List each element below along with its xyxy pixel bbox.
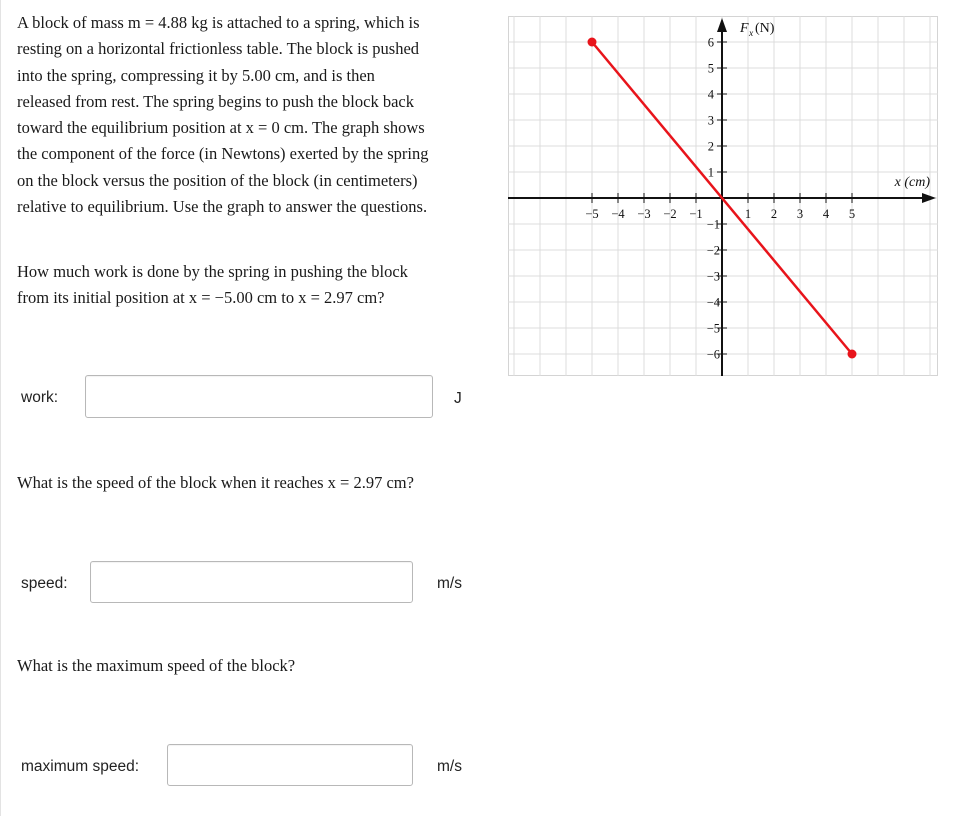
- max-speed-unit: m/s: [437, 758, 462, 775]
- endpoint-dot: [588, 38, 597, 47]
- intro-line: toward the equilibrium position at x = 0 cm. The graph shows: [17, 118, 425, 138]
- intro-line: A block of mass m = 4.88 kg is attached to a spring, which is: [17, 13, 420, 32]
- intro-line: relative to equilibrium. Use the graph to answer the questions.: [17, 197, 428, 217]
- y-axis-label-unit: (N): [755, 21, 775, 36]
- x-tick-label: −1: [689, 207, 703, 221]
- y-tick-label: −3: [706, 269, 720, 284]
- y-tick-label: −1: [706, 217, 720, 232]
- problem-statement: [17, 10, 487, 220]
- x-tick-label: −5: [585, 207, 599, 221]
- work-label: work:: [21, 389, 59, 406]
- intro-line: into the spring, compressing it by 5.00 cm, and is then: [17, 65, 375, 85]
- x-tick-label: 3: [796, 207, 804, 221]
- speed-input[interactable]: [90, 561, 413, 603]
- y-axis-label-subscript: x: [749, 29, 754, 39]
- y-tick-label: −6: [706, 347, 720, 362]
- y-tick-label: 6: [707, 35, 714, 50]
- y-tick-label: −5: [706, 321, 720, 336]
- intro-line: released from rest. The spring begins to push the block back: [17, 91, 414, 111]
- max-speed-input[interactable]: [167, 744, 413, 786]
- y-tick-label: 4: [707, 87, 714, 102]
- max-speed-label: maximum speed:: [21, 758, 140, 775]
- speed-question-line: What is the speed of the block when it reaches x = 2.97 cm?: [17, 473, 414, 492]
- intro-line: resting on a horizontal frictionless table. The block is pushed: [17, 39, 420, 59]
- y-axis-label: F: [740, 21, 749, 36]
- endpoint-dot: [848, 350, 857, 359]
- left-border: [0, 0, 1, 816]
- force-position-graph: [508, 16, 938, 376]
- max-speed-question-line: What is the maximum speed of the block?: [17, 656, 296, 675]
- x-tick-label: 2: [770, 207, 778, 221]
- speed-question: [17, 470, 487, 496]
- x-tick-label: −2: [663, 207, 677, 221]
- y-tick-label: 1: [707, 165, 714, 180]
- max-speed-question: [17, 653, 487, 679]
- work-question-line: How much work is done by the spring in pushing the block: [17, 262, 408, 281]
- x-axis-label: x (cm): [894, 175, 930, 190]
- work-input[interactable]: [85, 375, 433, 418]
- y-tick-label: 3: [707, 113, 714, 128]
- speed-label: speed:: [21, 575, 68, 592]
- x-tick-label: −4: [611, 207, 625, 221]
- work-question-line: from its initial position at x = −5.00 cm to x = 2.97 cm?: [17, 288, 385, 308]
- intro-line: on the block versus the position of the block (in centimeters): [17, 170, 418, 190]
- y-tick-label: 5: [707, 61, 714, 76]
- x-tick-label: −3: [637, 207, 651, 221]
- work-unit: J: [454, 390, 462, 407]
- work-question: [17, 259, 487, 312]
- intro-line: the component of the force (in Newtons) exerted by the spring: [17, 144, 429, 164]
- y-tick-label: −2: [706, 243, 720, 258]
- x-tick-label: 5: [848, 207, 856, 221]
- y-tick-label: −4: [706, 295, 720, 310]
- x-tick-label: 4: [822, 207, 830, 221]
- speed-unit: m/s: [437, 575, 462, 592]
- y-tick-label: 2: [707, 139, 714, 154]
- x-tick-label: 1: [744, 207, 752, 221]
